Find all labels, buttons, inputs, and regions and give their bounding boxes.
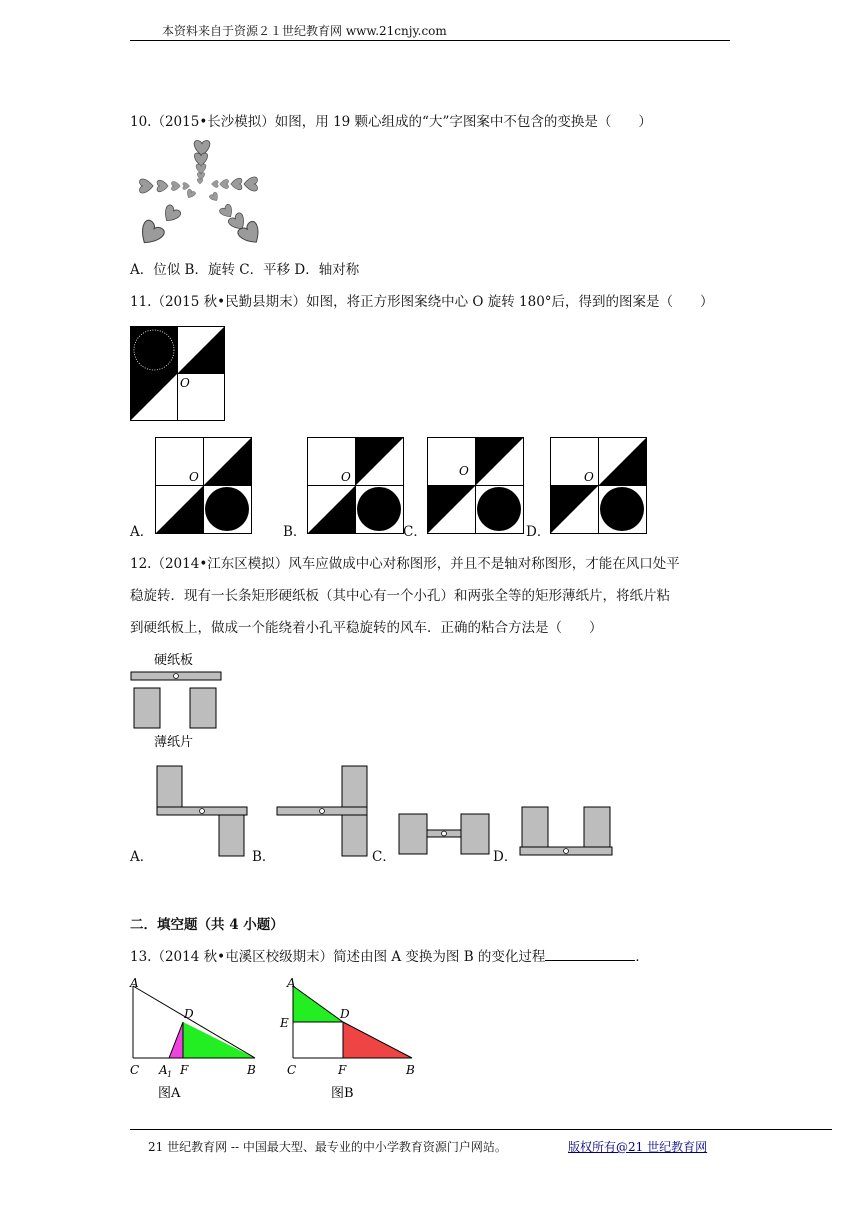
board-label: 硬纸板 — [154, 653, 194, 668]
q12-option-b-label[interactable]: B． — [252, 849, 276, 865]
fig-b-label-c: C — [287, 1063, 297, 1077]
q10-stem: 10.（2015•长沙模拟）如图，用 19 颗心组成的“大”字图案中不包含的变换是（ ） — [130, 114, 652, 130]
q11-option-b-label[interactable]: B． — [283, 524, 307, 540]
fig-b-label-a: A — [287, 976, 296, 990]
q12-option-d-figure[interactable] — [518, 805, 614, 859]
q11-option-b-figure[interactable] — [307, 437, 405, 535]
q12-option-a-label[interactable]: A． — [130, 849, 154, 865]
heart-icon — [135, 141, 265, 250]
q11-option-c-figure[interactable] — [427, 437, 525, 535]
fig-a-label-c: C — [130, 1063, 140, 1077]
footer-site-text: 21 世纪教育网 -- 中国最大型、最专业的中小学教育资源门户网站。 — [148, 1140, 507, 1154]
fig-a-label-a: A — [130, 976, 139, 990]
q10-options: A．位似 B．旋转 C．平移 D．轴对称 — [130, 262, 360, 278]
q11-option-c-label[interactable]: C． — [403, 524, 427, 540]
q11-d-center-label: O — [584, 470, 594, 484]
fig-a-label-a1-sub: 1 — [167, 1070, 173, 1079]
fig-b-label-e: E — [280, 1016, 289, 1030]
q12-option-c-label[interactable]: C． — [372, 849, 396, 865]
header-rule — [130, 40, 730, 41]
q13-answer-blank[interactable] — [545, 946, 635, 961]
fig-b-caption: 图B — [331, 1086, 354, 1101]
q13-figure-b — [279, 974, 419, 1104]
section-2-title: 二．填空题（共 4 小题） — [130, 917, 284, 933]
q11-option-a-label[interactable]: A． — [130, 524, 154, 540]
q13-stem — [130, 946, 649, 967]
fig-b-label-d: D — [340, 1007, 350, 1021]
fig-a-label-a1: A — [159, 1063, 168, 1077]
q11-c-center-label: O — [459, 464, 469, 478]
q13-figure-a — [128, 974, 262, 1104]
q13-stem-end: ． — [635, 949, 649, 965]
fig-a-label-f: F — [180, 1063, 189, 1077]
q12-option-c-figure[interactable] — [397, 812, 493, 858]
fig-a-label-d: D — [184, 1007, 194, 1021]
q12-option-a-figure[interactable] — [155, 764, 251, 858]
q10-hearts-figure — [130, 138, 270, 250]
q12-stem-line3: 到硬纸板上，做成一个能绕着小孔平稳旋转的风车．正确的粘合方法是（ ） — [130, 620, 603, 636]
footer-copyright-link[interactable]: 版权所有@21 世纪教育网 — [568, 1140, 708, 1154]
q11-stem: 11.（2015 秋•民勤县期末）如图，将正方形图案绕中心 O 旋转 180°后，得到的图案是（ ） — [130, 294, 714, 310]
q11-option-d-figure[interactable] — [550, 437, 648, 535]
q13-stem-text: 13.（2014 秋•屯溪区校级期末）简述由图 A 变换为图 B 的变化过程 — [130, 949, 546, 965]
fig-b-label-b: B — [406, 1063, 415, 1077]
q11-option-d-label[interactable]: D． — [526, 524, 551, 540]
fig-b-label-f: F — [338, 1063, 347, 1077]
page-header-text: 本资料来自于资源２１世纪教育网 www.21cnjy.com — [162, 24, 447, 38]
q12-materials-figure — [130, 648, 226, 752]
q12-option-d-label[interactable]: D． — [493, 849, 518, 865]
q11-original-square — [130, 326, 226, 422]
fig-a-label-b: B — [247, 1063, 256, 1077]
q11-center-label: O — [180, 376, 190, 390]
q11-a-center-label: O — [189, 470, 199, 484]
q12-option-b-figure[interactable] — [276, 764, 372, 858]
q12-stem-line2: 稳旋转．现有一长条矩形硬纸板（其中心有一个小孔）和两张全等的矩形薄纸片，将纸片粘 — [130, 588, 670, 604]
paper-label: 薄纸片 — [154, 735, 194, 750]
footer-rule — [130, 1129, 832, 1130]
q12-stem-line1: 12.（2014•江东区模拟）风车应做成中心对称图形，并且不是轴对称图形，才能在风口处平 — [130, 556, 680, 572]
fig-a-caption: 图A — [158, 1086, 181, 1101]
q11-option-a-figure[interactable] — [155, 437, 253, 535]
q11-b-center-label: O — [341, 470, 351, 484]
